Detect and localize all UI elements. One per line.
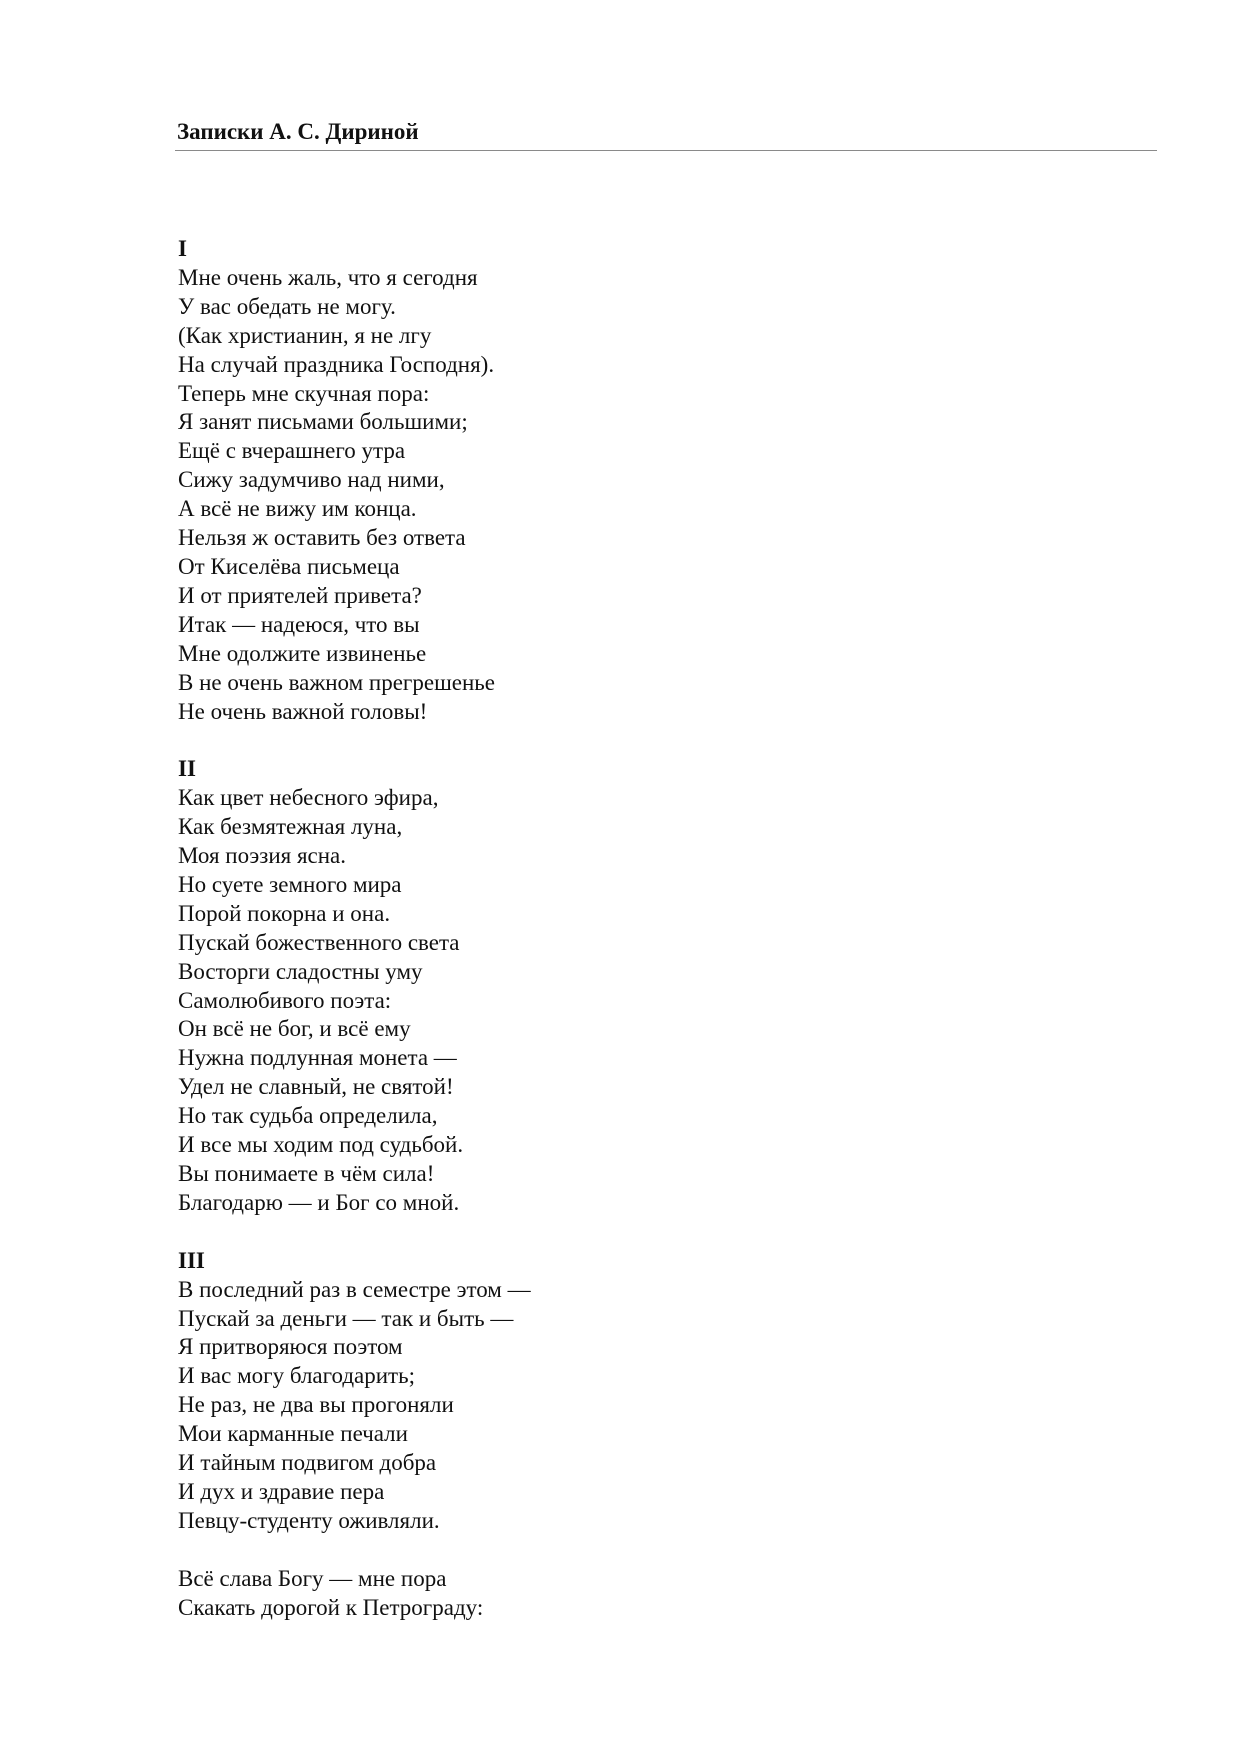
poem-line: Мне одолжите извиненье xyxy=(178,640,427,666)
poem-section-2 xyxy=(178,755,1078,1218)
poem-line: Но суете земного мира xyxy=(178,871,402,897)
section-numeral: II xyxy=(178,756,196,782)
poem-line: Восторги сладостны уму xyxy=(178,958,423,984)
poem-line: Я притворяюся поэтом xyxy=(178,1334,403,1360)
poem-line: Порой покорна и она. xyxy=(178,900,391,926)
poem-line: Теперь мне скучная пора: xyxy=(178,380,430,406)
poem-line: Пускай божественного света xyxy=(178,929,460,955)
section-numeral: III xyxy=(178,1247,205,1273)
poem-line: И тайным подвигом добра xyxy=(178,1450,437,1476)
poem-line: И вас могу благодарить; xyxy=(178,1363,415,1389)
poem-line: Всё слава Богу — мне пора xyxy=(178,1565,447,1591)
section-numeral: I xyxy=(178,236,187,261)
poem-line: Пускай за деньги — так и быть — xyxy=(178,1305,514,1331)
poem-line: Не очень важной головы! xyxy=(178,698,428,724)
poem-line: У вас обедать не могу. xyxy=(178,293,396,319)
poem-line: В последний раз в семестре этом — xyxy=(178,1276,531,1302)
poem-line: Благодарю — и Бог со мной. xyxy=(178,1189,460,1215)
poem-line: В не очень важном прегрешенье xyxy=(178,669,496,695)
poem-line: Он всё не бог, и всё ему xyxy=(178,1016,411,1042)
poem-line: И от приятелей привета? xyxy=(178,582,422,608)
page-header xyxy=(175,118,1157,151)
poem-line: Я занят письмами большими; xyxy=(178,409,468,435)
poem-line: Нельзя ж оставить без ответа xyxy=(178,525,466,551)
poem-line: Мне очень жаль, что я сегодня xyxy=(178,264,478,290)
poem-line: Мои карманные печали xyxy=(178,1421,408,1447)
poem-line: От Киселёва письмеца xyxy=(178,553,400,579)
poem-line: Но так судьба определила, xyxy=(178,1103,438,1129)
poem-line: Ещё с вчерашнего утра xyxy=(178,438,406,464)
poem-line: Сижу задумчиво над ними, xyxy=(178,467,445,493)
poem-line: Нужна подлунная монета — xyxy=(178,1045,457,1071)
poem-line: Певцу-студенту оживляли. xyxy=(178,1507,440,1533)
poem-line: Самолюбивого поэта: xyxy=(178,987,392,1013)
poem-line: Удел не славный, не святой! xyxy=(178,1074,454,1100)
poem-line: Моя поэзия ясна. xyxy=(178,843,347,869)
poem-line: И все мы ходим под судьбой. xyxy=(178,1132,464,1158)
poem-section-3 xyxy=(178,1247,1078,1536)
poem-line: (Как христианин, я не лгу xyxy=(178,322,432,348)
poem-line: А всё не вижу им конца. xyxy=(178,496,417,522)
poem-line: И дух и здравие пера xyxy=(178,1478,385,1504)
poem-line: Вы понимаете в чём сила! xyxy=(178,1160,435,1186)
poem-section-1 xyxy=(178,235,1078,726)
poem-line: Как безмятежная луна, xyxy=(178,814,403,840)
poem-body xyxy=(178,235,1078,1622)
poem-line: Не раз, не два вы прогоняли xyxy=(178,1392,454,1418)
poem-line: Скакать дорогой к Петрограду: xyxy=(178,1594,484,1620)
page-title: Записки А. С. Дириной xyxy=(177,119,419,144)
poem-stanza-final xyxy=(178,1565,1078,1623)
poem-line: Как цвет небесного эфира, xyxy=(178,785,439,811)
poem-line: На случай праздника Господня). xyxy=(178,351,495,377)
poem-line: Итак — надеюся, что вы xyxy=(178,611,420,637)
